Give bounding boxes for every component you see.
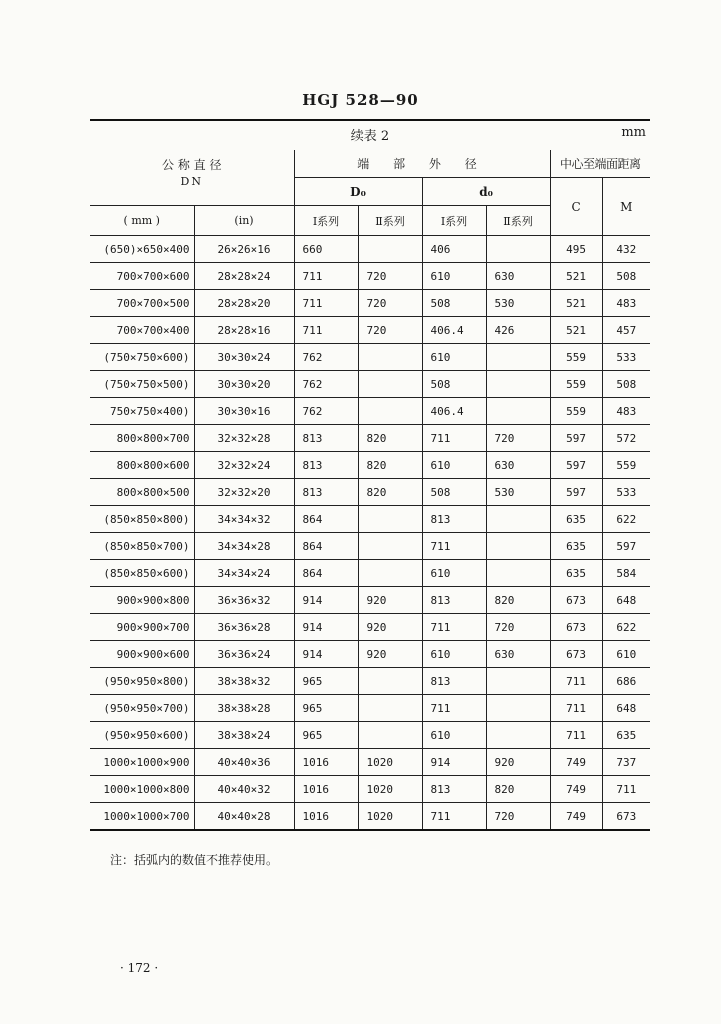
outer-series-1-cell: 762 [294, 398, 358, 425]
c-value-cell: 711 [550, 668, 602, 695]
m-value-cell: 508 [602, 263, 650, 290]
c-value-cell: 521 [550, 317, 602, 344]
dn-mm-cell: (850×850×700) [90, 533, 194, 560]
dn-mm-cell: (950×950×600) [90, 722, 194, 749]
c-value-cell: 597 [550, 452, 602, 479]
dn-in-cell: 34×34×28 [194, 533, 294, 560]
outer-series-2-header: Ⅱ系列 [358, 206, 422, 236]
inner-series-2-cell [486, 560, 550, 587]
outer-series-1-cell: 1016 [294, 749, 358, 776]
dn-mm-cell: (950×950×800) [90, 668, 194, 695]
outer-series-1-cell: 965 [294, 695, 358, 722]
inner-series-2-cell [486, 506, 550, 533]
m-value-cell: 597 [602, 533, 650, 560]
table-row [90, 803, 650, 831]
dn-in-cell: 40×40×32 [194, 776, 294, 803]
outer-series-2-cell: 820 [358, 425, 422, 452]
outer-series-2-cell: 820 [358, 479, 422, 506]
end-od-header: 端 部 外 径 [294, 150, 550, 178]
page-number: · 172 · [120, 961, 159, 975]
inner-series-2-cell: 820 [486, 587, 550, 614]
dn-mm-cell: 800×800×500 [90, 479, 194, 506]
outer-series-1-cell: 965 [294, 668, 358, 695]
inner-series-2-cell [486, 344, 550, 371]
outer-series-2-cell: 820 [358, 452, 422, 479]
c-value-cell: 521 [550, 263, 602, 290]
m-value-cell: 432 [602, 236, 650, 263]
outer-series-1-cell: 914 [294, 587, 358, 614]
outer-series-1-cell: 965 [294, 722, 358, 749]
inner-series-1-cell: 610 [422, 722, 486, 749]
inner-series-2-cell [486, 371, 550, 398]
outer-series-1-cell: 813 [294, 425, 358, 452]
outer-series-1-cell: 711 [294, 290, 358, 317]
m-value-cell: 584 [602, 560, 650, 587]
outer-series-1-cell: 864 [294, 506, 358, 533]
dn-in-cell: 40×40×28 [194, 803, 294, 831]
header-row-1 [90, 150, 650, 178]
dn-in-cell: 30×30×16 [194, 398, 294, 425]
unit-label: mm [621, 125, 646, 140]
c-value-cell: 749 [550, 749, 602, 776]
c-value-cell: 673 [550, 614, 602, 641]
inner-series-1-cell: 508 [422, 479, 486, 506]
inner-series-2-cell: 630 [486, 452, 550, 479]
in-header: (in) [194, 206, 294, 236]
m-value-cell: 686 [602, 668, 650, 695]
inner-series-2-cell [486, 695, 550, 722]
table-row [90, 533, 650, 560]
dn-mm-cell: 900×900×600 [90, 641, 194, 668]
outer-series-1-cell: 711 [294, 263, 358, 290]
inner-series-1-cell: 406 [422, 236, 486, 263]
dimension-table [90, 150, 650, 831]
inner-series-2-cell: 820 [486, 776, 550, 803]
outer-series-2-cell: 920 [358, 587, 422, 614]
nominal-size-header: 公 称 直 径 DN [90, 150, 294, 206]
inner-series-1-cell: 610 [422, 263, 486, 290]
dn-in-cell: 28×28×16 [194, 317, 294, 344]
table-row [90, 290, 650, 317]
c-value-cell: 749 [550, 776, 602, 803]
dn-mm-cell: 700×700×500 [90, 290, 194, 317]
inner-series-2-cell: 530 [486, 479, 550, 506]
dn-in-cell: 36×36×24 [194, 641, 294, 668]
table-row [90, 614, 650, 641]
m-value-cell: 673 [602, 803, 650, 831]
outer-series-1-cell: 762 [294, 344, 358, 371]
outer-series-1-cell: 914 [294, 614, 358, 641]
m-value-cell: 711 [602, 776, 650, 803]
inner-series-2-cell [486, 533, 550, 560]
dn-mm-cell: (850×850×600) [90, 560, 194, 587]
m-value-cell: 457 [602, 317, 650, 344]
table-row [90, 317, 650, 344]
inner-series-1-cell: 508 [422, 371, 486, 398]
table-row [90, 695, 650, 722]
outer-series-1-cell: 711 [294, 317, 358, 344]
m-header: M [602, 178, 650, 236]
inner-series-1-cell: 711 [422, 803, 486, 831]
m-value-cell: 483 [602, 290, 650, 317]
inner-series-2-header: Ⅱ系列 [486, 206, 550, 236]
m-value-cell: 622 [602, 614, 650, 641]
outer-series-2-cell [358, 695, 422, 722]
inner-series-2-cell: 530 [486, 290, 550, 317]
dn-mm-cell: (750×750×600) [90, 344, 194, 371]
inner-series-1-cell: 610 [422, 344, 486, 371]
dn-mm-cell: 1000×1000×900 [90, 749, 194, 776]
m-value-cell: 635 [602, 722, 650, 749]
inner-series-1-cell: 711 [422, 614, 486, 641]
outer-series-1-cell: 1016 [294, 776, 358, 803]
inner-series-2-cell [486, 668, 550, 695]
inner-series-2-cell: 720 [486, 425, 550, 452]
dn-mm-cell: 800×800×700 [90, 425, 194, 452]
table-row [90, 452, 650, 479]
m-value-cell: 533 [602, 344, 650, 371]
inner-series-1-cell: 406.4 [422, 317, 486, 344]
dn-mm-cell: 900×900×800 [90, 587, 194, 614]
table-row [90, 371, 650, 398]
c-header: C [550, 178, 602, 236]
dn-in-cell: 36×36×28 [194, 614, 294, 641]
outer-series-2-cell: 920 [358, 641, 422, 668]
dn-in-cell: 28×28×20 [194, 290, 294, 317]
inner-series-1-cell: 406.4 [422, 398, 486, 425]
dn-mm-cell: (750×750×500) [90, 371, 194, 398]
standard-code: HGJ 528—90 [302, 91, 419, 109]
c-value-cell: 711 [550, 722, 602, 749]
dn-in-cell: 34×34×24 [194, 560, 294, 587]
outer-series-2-cell: 1020 [358, 776, 422, 803]
c-value-cell: 635 [550, 560, 602, 587]
outer-series-1-cell: 914 [294, 641, 358, 668]
inner-series-1-cell: 914 [422, 749, 486, 776]
inner-series-1-cell: 813 [422, 776, 486, 803]
c-value-cell: 495 [550, 236, 602, 263]
m-value-cell: 622 [602, 506, 650, 533]
outer-series-1-cell: 762 [294, 371, 358, 398]
dn-mm-cell: 700×700×400 [90, 317, 194, 344]
center-to-end-header: 中心至端面距离 [550, 150, 650, 178]
dn-mm-cell: 1000×1000×700 [90, 803, 194, 831]
m-value-cell: 572 [602, 425, 650, 452]
table-row [90, 263, 650, 290]
m-value-cell: 533 [602, 479, 650, 506]
outer-series-2-cell [358, 722, 422, 749]
outer-series-2-cell [358, 236, 422, 263]
c-value-cell: 597 [550, 425, 602, 452]
outer-series-1-header: Ⅰ系列 [294, 206, 358, 236]
inner-series-2-cell: 630 [486, 263, 550, 290]
c-value-cell: 635 [550, 533, 602, 560]
outer-series-2-cell [358, 560, 422, 587]
table-row [90, 344, 650, 371]
outer-series-2-cell [358, 668, 422, 695]
table-row [90, 560, 650, 587]
dn-in-cell: 26×26×16 [194, 236, 294, 263]
dn-in-cell: 34×34×32 [194, 506, 294, 533]
table-row [90, 641, 650, 668]
inner-series-2-cell [486, 722, 550, 749]
c-value-cell: 673 [550, 587, 602, 614]
continued-table-label: 续表 2 [350, 129, 390, 144]
outer-series-2-cell: 720 [358, 263, 422, 290]
c-value-cell: 673 [550, 641, 602, 668]
outer-series-1-cell: 660 [294, 236, 358, 263]
outer-series-2-cell [358, 533, 422, 560]
dn-mm-cell: 1000×1000×800 [90, 776, 194, 803]
inner-series-1-cell: 711 [422, 533, 486, 560]
m-value-cell: 610 [602, 641, 650, 668]
table-row [90, 668, 650, 695]
c-value-cell: 559 [550, 371, 602, 398]
top-rule [90, 119, 650, 121]
dn-in-cell: 32×32×24 [194, 452, 294, 479]
dn-mm-cell: 900×900×700 [90, 614, 194, 641]
inner-series-2-cell: 426 [486, 317, 550, 344]
footnote: 注：括弧内的数值不推荐使用。 [110, 853, 279, 867]
dn-header: DN [180, 175, 203, 188]
c-value-cell: 559 [550, 344, 602, 371]
outer-series-1-cell: 813 [294, 452, 358, 479]
table-row [90, 749, 650, 776]
m-value-cell: 648 [602, 587, 650, 614]
outer-series-2-cell: 920 [358, 614, 422, 641]
outer-series-2-cell: 1020 [358, 803, 422, 831]
outer-series-2-cell [358, 371, 422, 398]
table-row [90, 479, 650, 506]
dn-in-cell: 30×30×24 [194, 344, 294, 371]
c-value-cell: 559 [550, 398, 602, 425]
table-row [90, 776, 650, 803]
m-value-cell: 483 [602, 398, 650, 425]
c-value-cell: 635 [550, 506, 602, 533]
mm-header: ( mm ) [90, 206, 194, 236]
dn-in-cell: 32×32×28 [194, 425, 294, 452]
inner-series-2-cell [486, 236, 550, 263]
inner-series-1-cell: 813 [422, 587, 486, 614]
outer-series-1-cell: 864 [294, 560, 358, 587]
dn-in-cell: 40×40×36 [194, 749, 294, 776]
outer-series-1-cell: 864 [294, 533, 358, 560]
inner-series-2-cell: 720 [486, 803, 550, 831]
table-caption [90, 125, 650, 145]
c-value-cell: 521 [550, 290, 602, 317]
inner-series-1-cell: 813 [422, 668, 486, 695]
dn-mm-cell: (650)×650×400 [90, 236, 194, 263]
d0-outer-header: D₀ [294, 178, 422, 206]
table-row [90, 425, 650, 452]
c-value-cell: 597 [550, 479, 602, 506]
inner-series-1-cell: 711 [422, 425, 486, 452]
dn-mm-cell: (950×950×700) [90, 695, 194, 722]
inner-series-1-cell: 711 [422, 695, 486, 722]
dn-in-cell: 32×32×20 [194, 479, 294, 506]
inner-series-1-cell: 610 [422, 641, 486, 668]
dn-mm-cell: 750×750×400) [90, 398, 194, 425]
dn-mm-cell: 700×700×600 [90, 263, 194, 290]
inner-series-1-cell: 813 [422, 506, 486, 533]
outer-series-1-cell: 813 [294, 479, 358, 506]
dn-in-cell: 38×38×32 [194, 668, 294, 695]
table-row [90, 398, 650, 425]
m-value-cell: 559 [602, 452, 650, 479]
dn-mm-cell: 800×800×600 [90, 452, 194, 479]
inner-series-1-cell: 508 [422, 290, 486, 317]
outer-series-2-cell [358, 506, 422, 533]
m-value-cell: 508 [602, 371, 650, 398]
d0-inner-header: d₀ [422, 178, 550, 206]
dn-in-cell: 30×30×20 [194, 371, 294, 398]
table-row [90, 722, 650, 749]
dn-in-cell: 28×28×24 [194, 263, 294, 290]
table-row [90, 236, 650, 263]
inner-series-2-cell: 630 [486, 641, 550, 668]
table-row [90, 506, 650, 533]
dn-in-cell: 38×38×24 [194, 722, 294, 749]
table-row [90, 587, 650, 614]
dn-mm-cell: (850×850×800) [90, 506, 194, 533]
dn-in-cell: 36×36×32 [194, 587, 294, 614]
outer-series-1-cell: 1016 [294, 803, 358, 831]
m-value-cell: 737 [602, 749, 650, 776]
inner-series-2-cell [486, 398, 550, 425]
inner-series-1-cell: 610 [422, 452, 486, 479]
outer-series-2-cell: 720 [358, 317, 422, 344]
outer-series-2-cell [358, 344, 422, 371]
dn-in-cell: 38×38×28 [194, 695, 294, 722]
outer-series-2-cell: 720 [358, 290, 422, 317]
c-value-cell: 749 [550, 803, 602, 831]
inner-series-2-cell: 920 [486, 749, 550, 776]
c-value-cell: 711 [550, 695, 602, 722]
inner-series-2-cell: 720 [486, 614, 550, 641]
outer-series-2-cell: 1020 [358, 749, 422, 776]
m-value-cell: 648 [602, 695, 650, 722]
outer-series-2-cell [358, 398, 422, 425]
inner-series-1-cell: 610 [422, 560, 486, 587]
inner-series-1-header: Ⅰ系列 [422, 206, 486, 236]
